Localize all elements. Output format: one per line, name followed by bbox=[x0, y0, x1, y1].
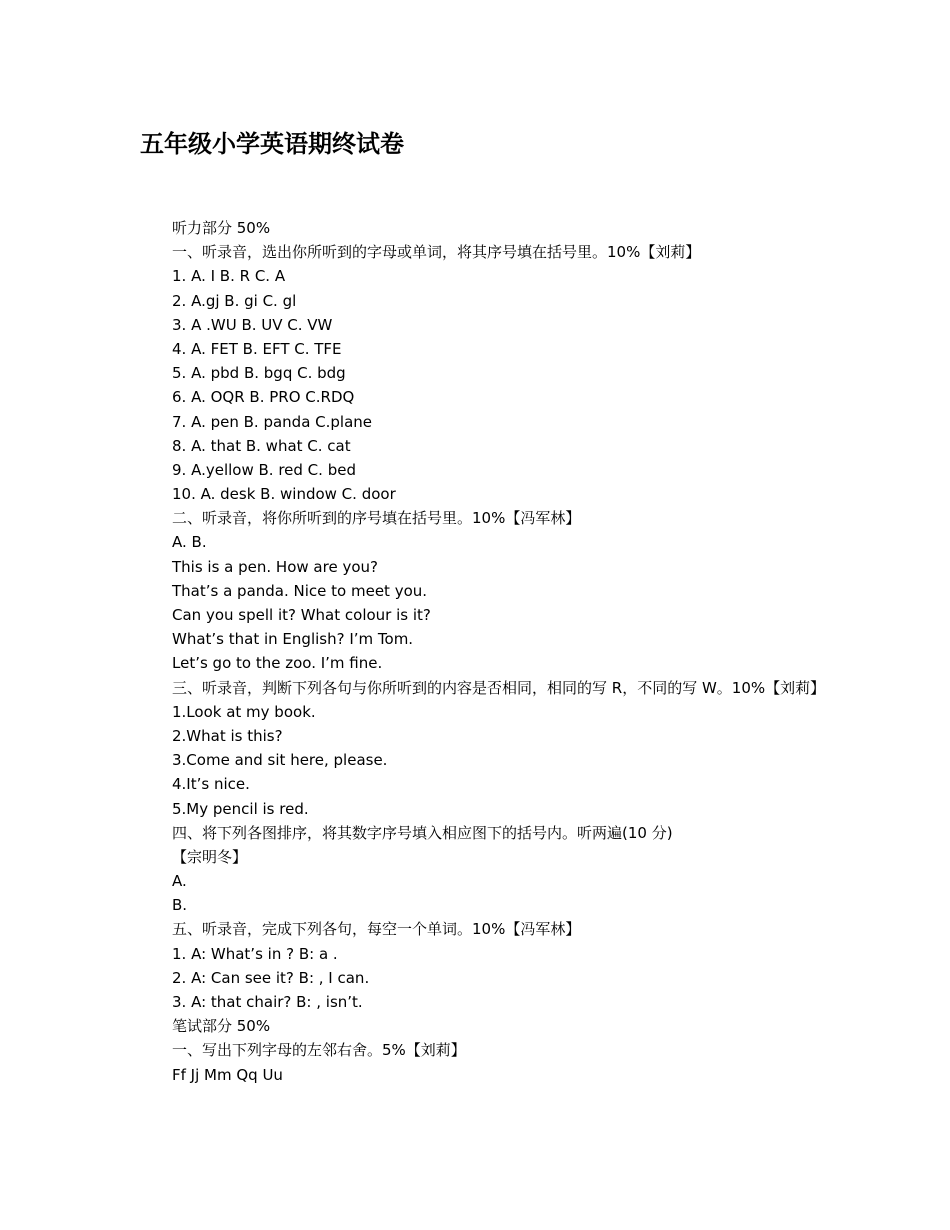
question-3-item: 2.What is this? bbox=[172, 726, 283, 745]
question-1-item: 1. A. I B. R C. A bbox=[172, 267, 286, 286]
question-2-item: This is a pen. How are you? bbox=[172, 557, 378, 576]
section-listening-header: 听力部分 50% bbox=[172, 219, 271, 237]
question-1-item: 5. A. pbd B. bgq C. bdg bbox=[172, 364, 346, 383]
question-5-instruction: 五、听录音，完成下列各句，每空一个单词。10%【冯军林】 bbox=[172, 920, 581, 939]
written-question-1-letters: Ff Jj Mm Qq Uu bbox=[172, 1065, 283, 1084]
question-5-item: 2. A: Can see it? B: , I can. bbox=[172, 968, 370, 987]
question-4-author: 【宗明冬】 bbox=[172, 847, 248, 866]
question-1-item: 7. A. pen B. panda C.plane bbox=[172, 412, 373, 431]
document-body bbox=[140, 216, 826, 1087]
question-1-item: 3. A .WU B. UV C. VW bbox=[172, 315, 333, 334]
section-written-header: 笔试部分 50% bbox=[172, 1017, 271, 1036]
question-5-item: 1. A: What’s in ? B: a . bbox=[172, 944, 338, 963]
document-title: 五年级小学英语期终试卷 bbox=[140, 130, 404, 158]
question-4-instruction: 四、将下列各图排序，将其数字序号填入相应图下的括号内。听两遍(10 分) bbox=[172, 823, 673, 842]
question-3-instruction: 三、听录音，判断下列各句与你所听到的内容是否相同，相同的写 R，不同的写 W。10%【刘莉】 bbox=[172, 678, 826, 697]
question-4-item: B. bbox=[172, 896, 188, 915]
question-1-item: 6. A. OQR B. PRO C.RDQ bbox=[172, 388, 355, 407]
question-2-item: That’s a panda. Nice to meet you. bbox=[172, 581, 428, 600]
question-2-item: Let’s go to the zoo. I’m fine. bbox=[172, 654, 383, 673]
question-3-item: 5.My pencil is red. bbox=[172, 799, 309, 818]
question-2-item: What’s that in English? I’m Tom. bbox=[172, 630, 414, 649]
question-5-item: 3. A: that chair? B: , isn’t. bbox=[172, 993, 363, 1012]
question-2-item: Can you spell it? What colour is it? bbox=[172, 606, 431, 624]
question-3-item: 1.Look at my book. bbox=[172, 702, 316, 721]
question-1-item: 4. A. FET B. EFT C. TFE bbox=[172, 339, 342, 358]
question-3-item: 3.Come and sit here, please. bbox=[172, 751, 388, 770]
written-question-1-instruction: 一、写出下列字母的左邻右舍。5%【刘莉】 bbox=[172, 1041, 466, 1060]
question-2-item: A. B. bbox=[172, 533, 207, 552]
question-1-item: 8. A. that B. what C. cat bbox=[172, 436, 351, 455]
question-4-item: A. bbox=[172, 872, 187, 891]
question-1-item: 2. A.gj B. gi C. gl bbox=[172, 291, 297, 310]
question-3-item: 4.It’s nice. bbox=[172, 775, 250, 794]
question-1-item: 10. A. desk B. window C. door bbox=[172, 485, 396, 504]
question-1-instruction: 一、听录音，选出你所听到的字母或单词，将其序号填在括号里。10%【刘莉】 bbox=[172, 243, 701, 262]
question-2-instruction: 二、听录音，将你所听到的序号填在括号里。10%【冯军林】 bbox=[172, 509, 581, 528]
question-1-item: 9. A.yellow B. red C. bed bbox=[172, 460, 356, 479]
